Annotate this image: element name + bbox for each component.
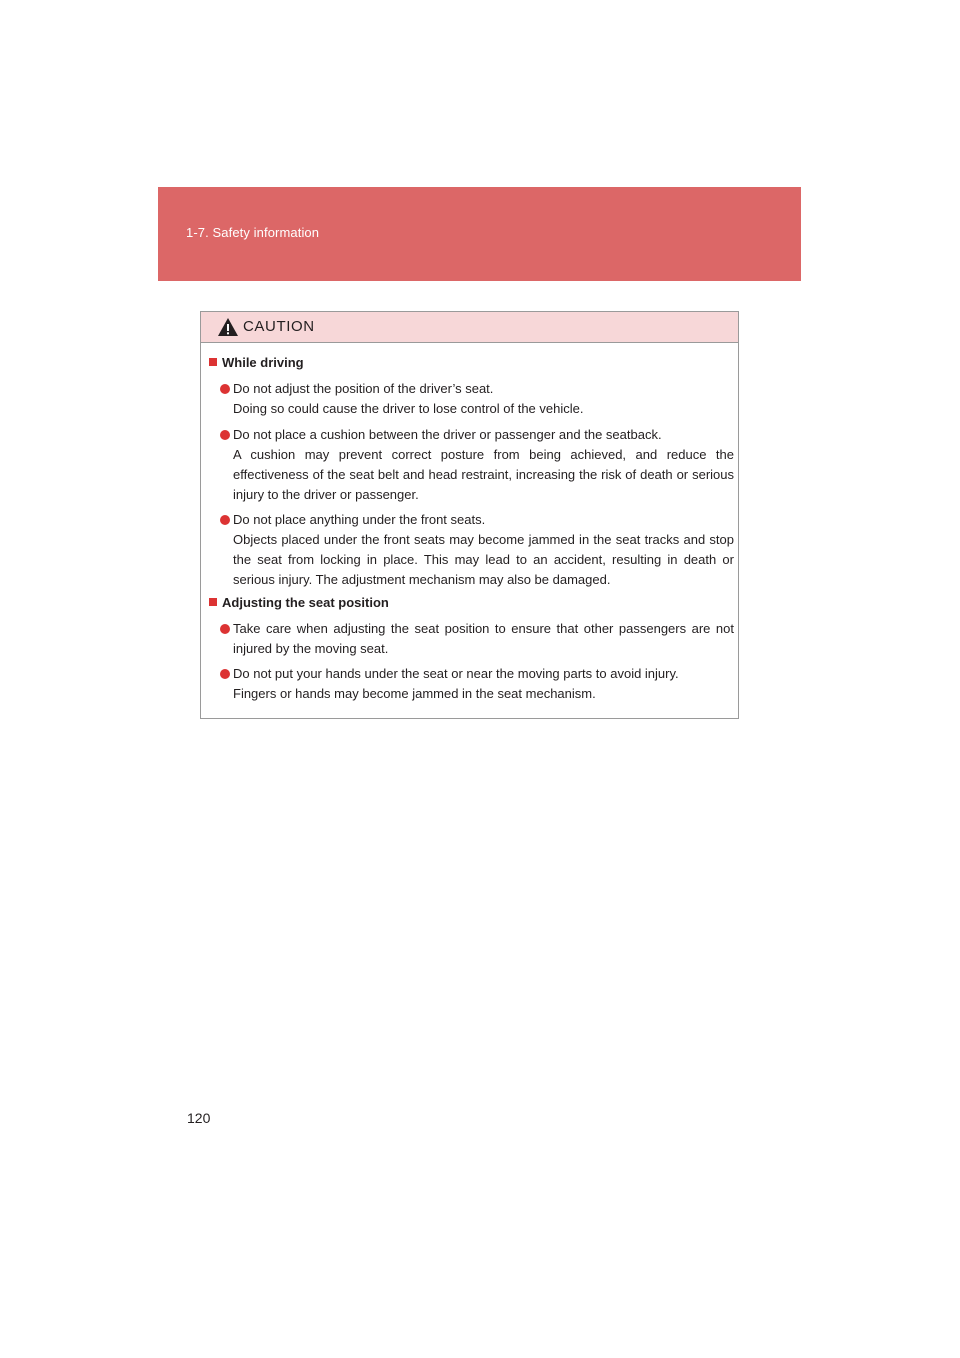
red-dot-icon [220, 430, 230, 440]
red-dot-icon [220, 384, 230, 394]
list-item: Do not adjust the position of the driver’s seat. Doing so could cause the driver to lose control of the vehicle. [220, 379, 734, 419]
red-dot-icon [220, 624, 230, 634]
red-dot-icon [220, 515, 230, 525]
list-item: Take care when adjusting the seat position to ensure that other passengers are not injured by the moving seat. [220, 619, 734, 659]
warning-icon [217, 317, 239, 337]
section-title: 1-7. Safety information [186, 225, 320, 240]
square-bullet-icon [209, 358, 217, 366]
square-bullet-icon [209, 598, 217, 606]
section-header-band [158, 187, 801, 281]
list-item: Do not place a cushion between the driver or passenger and the seatback. A cushion may prevent correct posture from being achieved, and reduce the effectiveness of the seat belt and head restraint, increasing the risk of death or serious injury to the driver or passenger. [220, 425, 734, 505]
caution-box [200, 311, 739, 719]
list-item: Do not put your hands under the seat or near the moving parts to avoid injury. Fingers or hands may become jammed in the seat mechanism. [220, 664, 734, 704]
section-heading-adjusting-seat: Adjusting the seat position [209, 593, 389, 613]
red-dot-icon [220, 669, 230, 679]
section-heading-while-driving: While driving [209, 353, 304, 373]
caution-label: CAUTION [243, 318, 315, 335]
caution-header [201, 312, 738, 343]
list-item: Do not place anything under the front seats. Objects placed under the front seats may become jammed in the seat tracks and stop the seat from locking in place. This may lead to an accident, resulting in death or serious injury. The adjustment mechanism may also be damaged. [220, 510, 734, 590]
page-number: 120 [187, 1110, 211, 1126]
